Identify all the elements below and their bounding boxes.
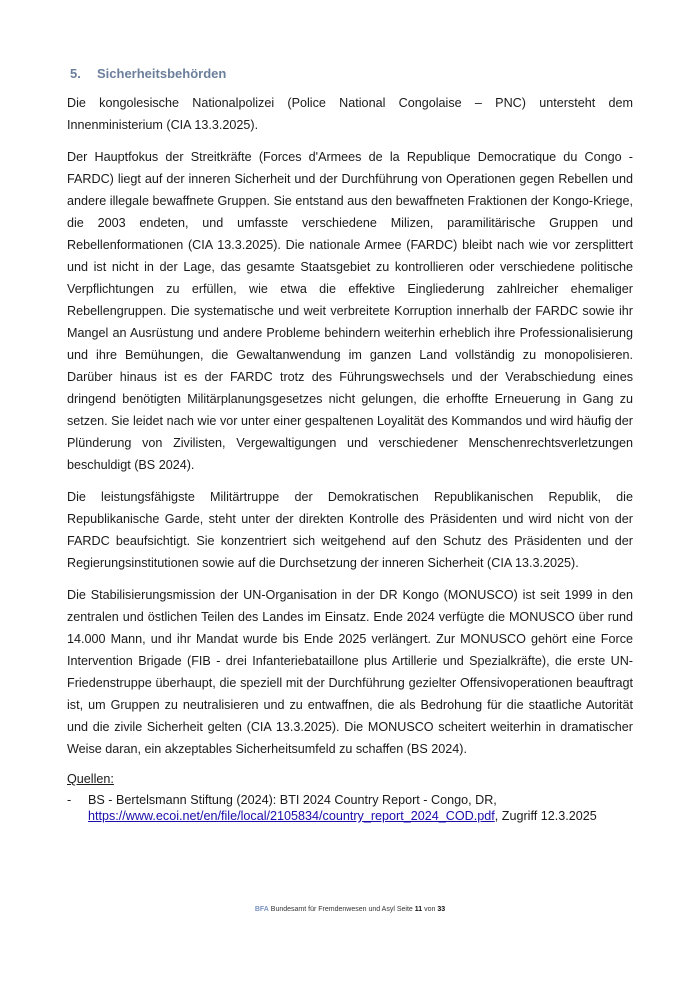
source-access-date: , Zugriff 12.3.2025 bbox=[494, 809, 597, 823]
sources-heading: Quellen: bbox=[67, 772, 114, 786]
footer-total-pages: 33 bbox=[437, 906, 446, 913]
source-link[interactable]: https://www.ecoi.net/en/file/local/2105834/country_report_2024_COD.pdf bbox=[88, 809, 495, 823]
source-entry bbox=[88, 792, 597, 824]
bfa-logo-text: BFA bbox=[254, 906, 269, 913]
page-footer bbox=[0, 906, 700, 913]
section-heading bbox=[70, 66, 226, 81]
paragraph-monusco: Die Stabilisierungsmission der UN-Organisation in der DR Kongo (MONUSCO) ist seit 1999 in den zentralen und östlichen Teilen des Landes im Einsatz. Ende 2024 verfügte die MONUSCO über rund 14.000 Mann, und ihr Mandat wurde bis Ende 2025 verlängert. Zur MONUSCO gehört eine Force Intervention Brigade (FIB - drei Infanteriebataillone plus Artillerie und Spezialkräfte), die erste UN-Friedenstruppe überhaupt, die speziell mit der Durchführung gezielter Offensivoperationen beauftragt ist, um Gruppen zu neutralisieren und zu entwaffnen, die als Bedrohung für die staatliche Autorität und die zivile Sicherheit gelten (CIA 13.3.2025). Die MONUSCO scheitert weiterhin in dramatischer Weise daran, ein akzeptables Sicherheitsumfeld zu schaffen (BS 2024). bbox=[67, 588, 633, 756]
section-title: Sicherheitsbehörden bbox=[97, 66, 227, 81]
paragraph-fardc: Der Hauptfokus der Streitkräfte (Forces d'Armees de la Republique Democratique du Congo - FARDC) liegt auf der inneren Sicherheit und der Durchführung von Operationen gegen Rebellen und andere illegale bewaffnete Gruppen. Sie entstand aus den bewaffneten Fraktionen der Kongo-Kriege, die 2003 endeten, und umfasste verschiedene Milizen, paramilitärische Gruppen und Rebellenformationen (CIA 13.3.2025). Die nationale Armee (FARDC) bleibt nach wie vor zersplittert und ist nicht in der Lage, das gesamte Staatsgebiet zu kontrollieren oder verschiedene politische Verpflichtungen zu erfüllen, wie etwa die effektive Eingliederung zahlreicher ehemaliger Rebellengruppen. Die systematische und weit verbreitete Korruption innerhalb der FARDC sowie ihr Mangel an Ausrüstung und andere Probleme behindern weiterhin erheblich ihre Professionalisierung und ihre Bemühungen, die Gewaltanwendung im ganzen Land vollständig zu monopolisieren. Darüber hinaus ist es der FARDC trotz des Führungswechsels und der Verabschiedung eines dringend benötigten Militärplanungsgesetzes nicht gelungen, die erhoffte Erneuerung in Gang zu setzen. Sie leidet nach wie vor unter einer gespaltenen Loyalität des Kommandos und wird häufig der Plünderung von Zivilisten, Vergewaltigungen und verschiedener Menschenrechtsverletzungen beschuldigt (BS 2024). bbox=[67, 150, 633, 472]
footer-of: von bbox=[422, 906, 438, 913]
section-number: 5. bbox=[70, 66, 81, 81]
footer-page-number: 11 bbox=[414, 906, 423, 913]
list-dash: - bbox=[67, 793, 72, 807]
footer-org: Bundesamt für Fremdenwesen und Asyl Seite bbox=[268, 906, 415, 913]
document-body bbox=[67, 92, 633, 824]
paragraph-police: Die kongolesische Nationalpolizei (Police National Congolaise – PNC) untersteht dem Innenministerium (CIA 13.3.2025). bbox=[67, 96, 633, 132]
paragraph-republican-guard: Die leistungsfähigste Militärtruppe der Demokratischen Republikanischen Republik, die Republikanische Garde, steht unter der direkten Kontrolle des Präsidenten und wird nicht von der FARDC beaufsichtigt. Sie konzentriert sich weitgehend auf den Schutz des Präsidenten und der Regierungsinstitutionen sowie auf die Durchsetzung der inneren Sicherheit (CIA 13.3.2025). bbox=[67, 490, 633, 570]
source-text: BS - Bertelsmann Stiftung (2024): BTI 2024 Country Report - Congo, DR, bbox=[88, 793, 497, 807]
source-list-item bbox=[67, 792, 633, 824]
